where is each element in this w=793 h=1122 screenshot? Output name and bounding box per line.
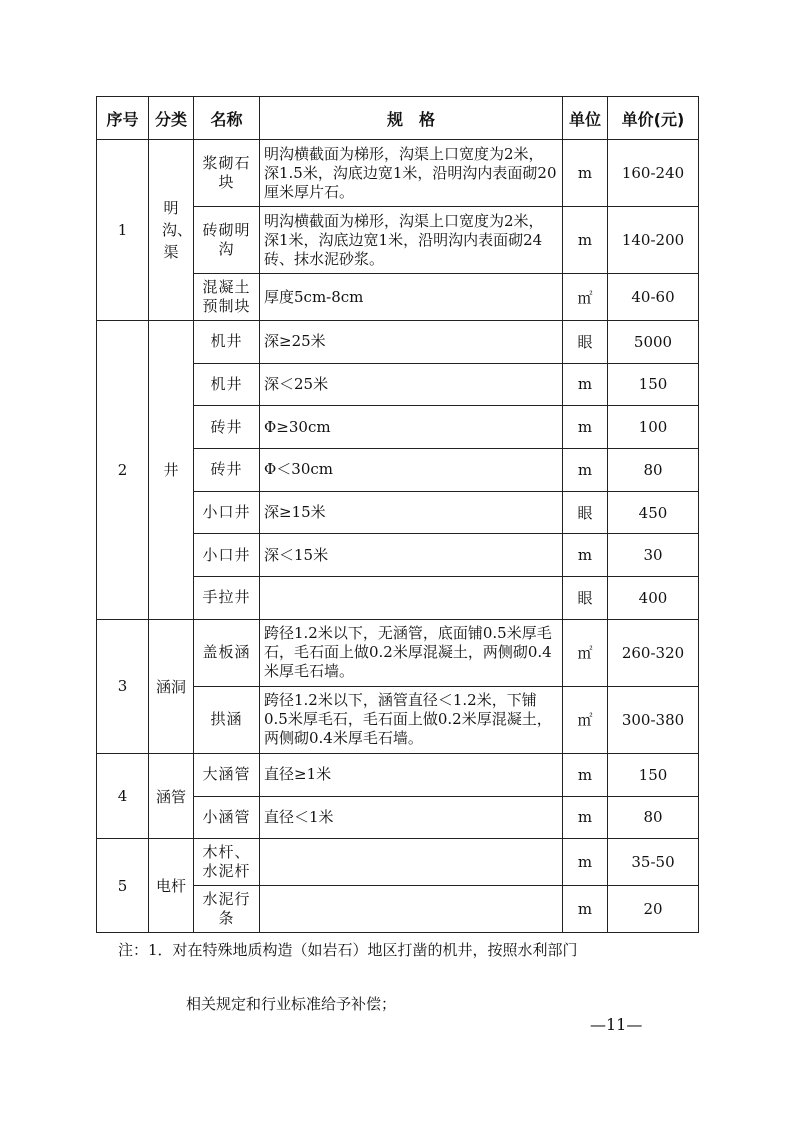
group-no: 5 (97, 839, 149, 933)
item-price: 150 (608, 363, 699, 406)
item-name: 浆砌石块 (194, 140, 260, 207)
header-unit: 单位 (563, 97, 608, 140)
item-name: 砖井 (194, 406, 260, 449)
table-row (97, 753, 699, 796)
item-price: 30 (608, 534, 699, 577)
item-price: 20 (608, 886, 699, 933)
table-row (97, 140, 699, 207)
item-name: 砖井 (194, 449, 260, 492)
item-price: 160-240 (608, 140, 699, 207)
item-name: 盖板涵 (194, 619, 260, 686)
item-name: 小口井 (194, 491, 260, 534)
item-unit: 眼 (563, 577, 608, 620)
group-no: 3 (97, 619, 149, 753)
item-price: 5000 (608, 320, 699, 363)
item-unit: m (563, 796, 608, 839)
header-price: 单价(元) (608, 97, 699, 140)
group-category: 涵洞 (149, 619, 194, 753)
item-price: 260-320 (608, 619, 699, 686)
compensation-price-table (96, 96, 699, 933)
header-spec: 规 格 (260, 97, 563, 140)
item-name: 拱涵 (194, 686, 260, 753)
item-price: 150 (608, 753, 699, 796)
item-spec: 深＜15米 (260, 534, 563, 577)
item-unit: ㎡ (563, 619, 608, 686)
header-category: 分类 (149, 97, 194, 140)
item-name: 混凝土预制块 (194, 274, 260, 321)
item-unit: ㎡ (563, 686, 608, 753)
item-unit: ㎡ (563, 274, 608, 321)
group-no: 1 (97, 140, 149, 321)
item-unit: m (563, 449, 608, 492)
item-price: 140-200 (608, 207, 699, 274)
item-spec: Φ＜30cm (260, 449, 563, 492)
group-no: 2 (97, 320, 149, 619)
item-name: 手拉井 (194, 577, 260, 620)
item-name: 水泥行条 (194, 886, 260, 933)
group-no: 4 (97, 753, 149, 838)
header-name: 名称 (194, 97, 260, 140)
item-unit: m (563, 753, 608, 796)
item-name: 砖砌明沟 (194, 207, 260, 274)
item-spec (260, 577, 563, 620)
item-name: 机井 (194, 320, 260, 363)
item-spec (260, 839, 563, 886)
item-name: 木杆、水泥杆 (194, 839, 260, 886)
item-name: 小口井 (194, 534, 260, 577)
item-unit: m (563, 363, 608, 406)
item-unit: m (563, 207, 608, 274)
table-row (97, 320, 699, 363)
table-row (97, 619, 699, 686)
group-category: 井 (149, 320, 194, 619)
item-price: 80 (608, 449, 699, 492)
item-price: 100 (608, 406, 699, 449)
item-unit: m (563, 534, 608, 577)
item-price: 450 (608, 491, 699, 534)
item-unit: m (563, 406, 608, 449)
item-name: 小涵管 (194, 796, 260, 839)
group-category: 电杆 (149, 839, 194, 933)
item-spec: 深≥25米 (260, 320, 563, 363)
item-name: 机井 (194, 363, 260, 406)
item-price: 400 (608, 577, 699, 620)
group-category: 明沟、渠 (162, 198, 193, 261)
group-category: 涵管 (149, 753, 194, 838)
item-spec: 直径≥1米 (260, 753, 563, 796)
item-unit: 眼 (563, 491, 608, 534)
item-price: 80 (608, 796, 699, 839)
item-spec: 直径＜1米 (260, 796, 563, 839)
item-spec: 明沟横截面为梯形，沟渠上口宽度为2米，深1.5米，沟底边宽1米，沿明沟内表面砌20厘米厚片石。 (260, 140, 563, 207)
item-spec (260, 886, 563, 933)
footnote-line-2: 相关规定和行业标准给予补偿； (186, 995, 397, 1013)
item-unit: m (563, 839, 608, 886)
item-spec: 厚度5cm-8cm (260, 274, 563, 321)
item-spec: 深≥15米 (260, 491, 563, 534)
item-spec: 深＜25米 (260, 363, 563, 406)
table-row (97, 839, 699, 886)
item-unit: 眼 (563, 320, 608, 363)
item-price: 40-60 (608, 274, 699, 321)
page-number: —11— (590, 1015, 643, 1034)
item-price: 300-380 (608, 686, 699, 753)
item-spec: Φ≥30cm (260, 406, 563, 449)
header-no: 序号 (97, 97, 149, 140)
footnote-line-1: 注：1．对在特殊地质构造（如岩石）地区打凿的机井，按照水利部门 (118, 941, 578, 959)
item-price: 35-50 (608, 839, 699, 886)
item-spec: 跨径1.2米以下，无涵管，底面铺0.5米厚毛石，毛石面上做0.2米厚混凝土，两侧砌0.4米厚毛石墙。 (260, 619, 563, 686)
item-spec: 跨径1.2米以下，涵管直径＜1.2米，下铺0.5米厚毛石，毛石面上做0.2米厚混凝土，两侧砌0.4米厚毛石墙。 (260, 686, 563, 753)
item-spec: 明沟横截面为梯形，沟渠上口宽度为2米，深1米，沟底边宽1米，沿明沟内表面砌24砖、抹水泥砂浆。 (260, 207, 563, 274)
item-name: 大涵管 (194, 753, 260, 796)
item-unit: m (563, 886, 608, 933)
item-unit: m (563, 140, 608, 207)
